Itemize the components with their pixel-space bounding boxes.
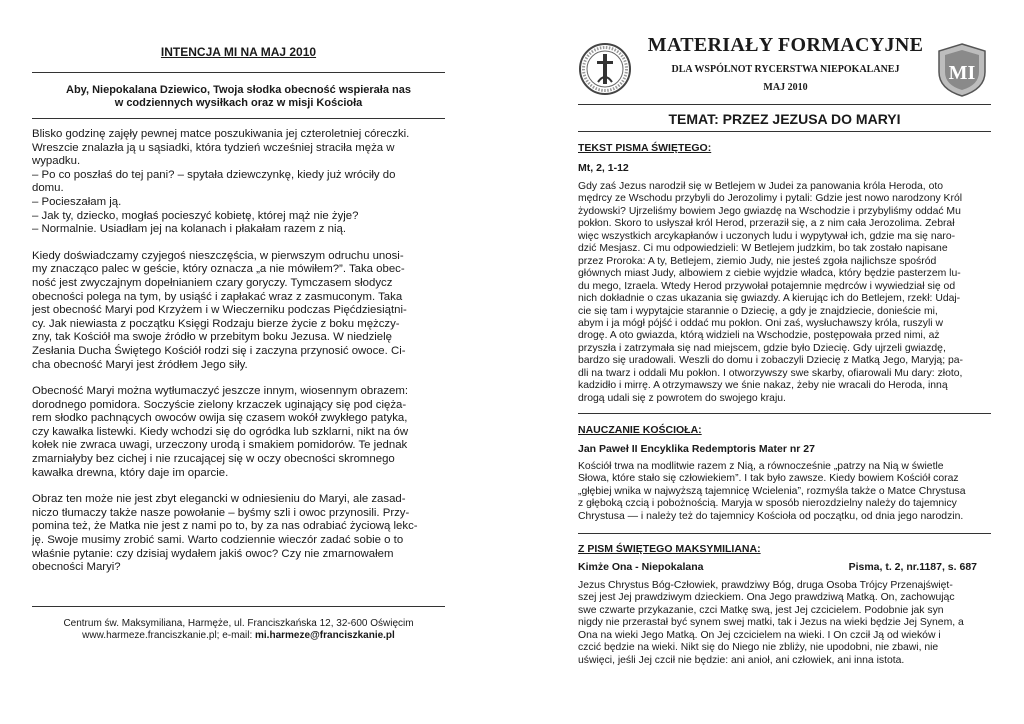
text-line: zny, tak Kościół ma swoje źródło w przebitym boku Jezusa. W niedzielę [32, 331, 393, 344]
text-line: drogę. A oto gwiazda, którą widzieli na Wschodzie, postępowała przed nimi, aż [578, 330, 940, 342]
header-title: MATERIAŁY FORMACYJNE [647, 34, 924, 56]
footer-website: www.harmeze.franciszkanie.pl; e-mail: [82, 630, 256, 641]
text-line: „głębiej wnika w najwyższą tajemnicę Wcielenia”, rozmyśla także o Matce Chrystusa [578, 485, 966, 497]
footer-address: Centrum św. Maksymiliana, Harmęże, ul. Franciszkańska 12, 32-600 Oświęcim [63, 618, 414, 629]
text-line: żydowski? Ujrzeliśmy bowiem Jego gwiazdę na Wschodzie i przybyliśmy oddać Mu [578, 205, 961, 217]
text-line: z głęboką czcią i pobożnością. Maryja w sposób nierozdzielny należy do tajemnicy [578, 498, 957, 510]
text-line: ność jest zwyczajnym dopełnianiem czary goryczy. Tymczasem słodycz [32, 276, 393, 289]
divider [578, 413, 991, 414]
divider [578, 533, 991, 534]
seal-logo-icon [578, 42, 632, 96]
text-line: – Pocieszałam ją. [32, 195, 122, 208]
divider [32, 72, 445, 73]
divider [578, 131, 991, 132]
topic-title: TEMAT: PRZEZ JEZUSA DO MARYI [668, 111, 901, 127]
mi-logo-text: MI [948, 62, 976, 84]
church-text [578, 461, 991, 523]
maximilian-heading: Z PISM ŚWIĘTEGO MAKSYMILIANA: [578, 543, 761, 555]
intention-title: INTENCJA MI NA MAJ 2010 [160, 45, 317, 59]
text-line: niczo tłumaczy także nasze powołanie – byśmy szli i owoc przynosili. Przy- [32, 506, 410, 519]
maximilian-reference-source: Pisma, t. 2, nr.1187, s. 687 [848, 561, 977, 573]
text-line: mędrcy ze Wschodu przybyli do Jerozolimy i pytali: Gdzie jest nowo narodzony Król [578, 193, 963, 205]
text-line: obecności polega na tym, by usiąść i zapłakać wraz z zasmuconym. Taka [32, 290, 403, 303]
scripture-text [578, 181, 991, 405]
text-line: właśnie pytanie: czy dzisiaj wydałem jakiś owoc? Czy nie zmarnowałem [32, 547, 394, 560]
story-paragraph-1 [32, 128, 445, 237]
text-line: nigdy nie przerastał być synem swej matki, tak i Jezus na wieki będzie Jej Synem, a [578, 617, 964, 629]
text-line: du mego, Izraela. Wtedy Herod przywołał potajemnie mędrców i wywiedział się od [578, 280, 956, 292]
story-text [32, 128, 445, 588]
intention-text [32, 84, 445, 110]
story-paragraph-4 [32, 493, 445, 575]
text-line: przez Proroka: A ty, Betlejem, ziemio Judy, nie jesteś zgoła najlichsze spośród [578, 255, 937, 267]
text-line: Blisko godzinę zajęły pewnej matce poszukiwania jej czteroletniej córeczki. [32, 128, 410, 140]
text-line: Obraz ten może nie jest zbyt elegancki w odniesieniu do Maryi, ale zasad- [32, 493, 406, 506]
text-line: domu. [32, 182, 64, 195]
text-line: Wreszcie znalazła ją u sąsiadki, która tydzień wcześniej straciła męża w [32, 141, 395, 154]
maximilian-reference [578, 561, 991, 573]
text-line: Gdy zaś Jezus narodził się w Betlejem w Judei za panowania króla Heroda, oto [578, 181, 944, 192]
text-line: pomina też, że Matka nie jest z nami po to, by za nas odrabiać życiową lekc- [32, 520, 418, 533]
text-line: dli na twarz i oddali Mu pokłon. I otworzywszy swe skarby, ofiarowali Mu dary: złoto, [578, 367, 963, 379]
text-line: Obecność Maryi można wytłumaczyć jeszcze innym, wiosennym obrazem: [32, 385, 409, 398]
scripture-heading: TEKST PISMA ŚWIĘTEGO: [578, 142, 712, 154]
text-line: ję. Swoje musimy zrobić sami. Warto codziennie wieczór zadać sobie o to [32, 534, 404, 547]
text-line: Kiedy doświadczamy czyjegoś nieszczęścia, w pierwszym odruchu unosi- [32, 249, 404, 262]
text-line: – Jak ty, dziecko, mogłaś pocieszyć kobietę, której mąż nie żyje? [32, 209, 359, 222]
text-line: głównych miast Judy, albowiem z ciebie wyjdzie władca, który będzie pasterzem lu- [578, 268, 961, 280]
text-line: szej jest Jej prawdziwym dzieckiem. Ona Jego prawdziwą Matką. On, zachowując [578, 592, 955, 604]
mi-shield-logo-icon [936, 42, 988, 98]
text-line: Kościół trwa na modlitwie razem z Nią, a równocześnie „patrzy na Nią w świetle [578, 461, 944, 472]
text-line: przyszła i zatrzymała się nad miejscem, gdzie było Dziecię. Gdy ujrzeli gwiazdę, [578, 342, 946, 354]
text-line: czy kawałka listewki. Kiedy wchodzi się do ogródka lub szklarni, nikt na ów [32, 425, 409, 438]
text-line: Słowa, które stało się człowiekiem”. I tak było zawsze. Kiedy bowiem Kościół coraz [578, 473, 959, 485]
story-paragraph-2 [32, 250, 445, 372]
text-line: Zesłania Ducha Świętego Kościół rodzi się i zaczyna przynosić owoce. Ci- [32, 344, 406, 357]
maximilian-reference-title: Kimże Ona - Niepokalana [578, 561, 704, 573]
text-line: – Po co poszłaś do tej pani? – spytała dziewczynkę, kiedy już wróciły do [32, 168, 396, 181]
text-line: zmarniałyby bez cichej i nie rzucającej się w oczy obecności skromnego [32, 453, 395, 466]
divider [578, 104, 991, 105]
text-line: uświęci, jeśli Jej czcił nie będzie: ani anioł, ani człowiek, ani inna istota. [578, 654, 905, 666]
scripture-reference: Mt, 2, 1-12 [578, 162, 629, 174]
text-line: drogą udali się z powrotem do swojego kraju. [578, 392, 786, 404]
text-line: cie się tam i wypytajcie starannie o Dziecię, a gdy je znajdziecie, donieście mi, [578, 305, 938, 317]
intention-line: w codziennych wysiłkach oraz w misji Kościoła [114, 97, 363, 109]
church-reference: Jan Paweł II Encyklika Redemptoris Mater nr 27 [578, 443, 815, 455]
header-subtitle: DLA WSPÓLNOT RYCERSTWA NIEPOKALANEJ [671, 64, 900, 75]
text-line: swe czwarte przykazanie, czci Matkę swą, jest Jej czcicielem. Podobnie jak syn [578, 604, 944, 616]
text-line: pokłon. Skoro to usłyszał król Herod, przeraził się, a z nim cała Jerozolima. Zebrał [578, 218, 955, 230]
footer [32, 618, 445, 642]
text-line: kołek nie zwraca uwagi, urzeczony urodą i smakiem pomidorów. Te jednak [32, 439, 408, 452]
church-heading: NAUCZANIE KOŚCIOŁA: [578, 424, 702, 436]
text-line: – Normalnie. Usiadłam jej na kolanach i płakałam razem z nią. [32, 223, 347, 236]
intention-line: Aby, Niepokalana Dziewico, Twoja słodka obecność wspierała nas [66, 84, 411, 96]
text-line: cy. Jak niewiasta z początku Księgi Rodzaju bierze życie z boku mężczy- [32, 317, 400, 330]
footer-contact [32, 630, 445, 642]
text-line: rem słodko pachnących owoców owija się czasem wokół zwykłego patyka, [32, 412, 408, 425]
text-line: dzić Mesjasz. Ci mu odpowiedzieli: W Betlejem judzkim, bo tak zostało napisane [578, 243, 948, 255]
text-line: my znacząco palec w geście, który oznacza „a nie mówiłem?”. Taka obec- [32, 263, 405, 276]
text-line: jest obecność Maryi pod Krzyżem i w Wieczerniku podczas Pięćdziesiątni- [32, 304, 407, 317]
text-line: bardzo się uradowali. Weszli do domu i zobaczyli Dziecię z Matką Jego, Maryją; pa- [578, 355, 964, 367]
text-line: kawałka drewna, który daje im oparcie. [32, 466, 229, 479]
text-line: dorodnego pomidora. Soczyście zielony krzaczek uginający się pod cięża- [32, 398, 407, 411]
footer-email: mi.harmeze@franciszkanie.pl [255, 630, 395, 641]
text-line: więc wszystkich arcykapłanów i uczonych ludu i wypytywał ich, gdzie ma się naro- [578, 230, 956, 242]
text-line: Chrystusa — i należy też do tajemnicy Kościoła od początku, od dnia jego narodzin. [578, 510, 964, 522]
header-date: MAJ 2010 [763, 82, 808, 93]
maximilian-text [578, 580, 991, 667]
text-line: Ona na wieki Jego Matką. On Jej czcicielem na wieki. I On czcił Ją od wieków i [578, 629, 941, 641]
text-line: nich dokładnie o czas ukazania się gwiazdy. A kierując ich do Betlejem, rzekł: Udaj- [578, 293, 961, 305]
text-line: abym i ja mógł pójść i oddać mu pokłon. Oni zaś, wysłuchawszy króla, ruszyli w [578, 317, 943, 329]
text-line: wypadku. [32, 155, 81, 168]
text-line: cha obecność Maryi jest źródłem Jego siły. [32, 358, 248, 371]
text-line: obecności Maryi? [32, 561, 121, 574]
divider [32, 606, 445, 607]
text-line: kadzidło i mirrę. A otrzymawszy we śnie nakaz, żeby nie wracali do Heroda, inną [578, 380, 948, 392]
story-paragraph-3 [32, 385, 445, 480]
text-line: Jezus Chrystus Bóg-Człowiek, prawdziwy Bóg, druga Osoba Trójcy Przenajświęt- [578, 580, 953, 591]
text-line: czcić będzie na wieki. Nikt się do Niego nie zbliży, nie upodobni, nie zbawi, nie [578, 642, 939, 654]
divider [32, 118, 445, 119]
